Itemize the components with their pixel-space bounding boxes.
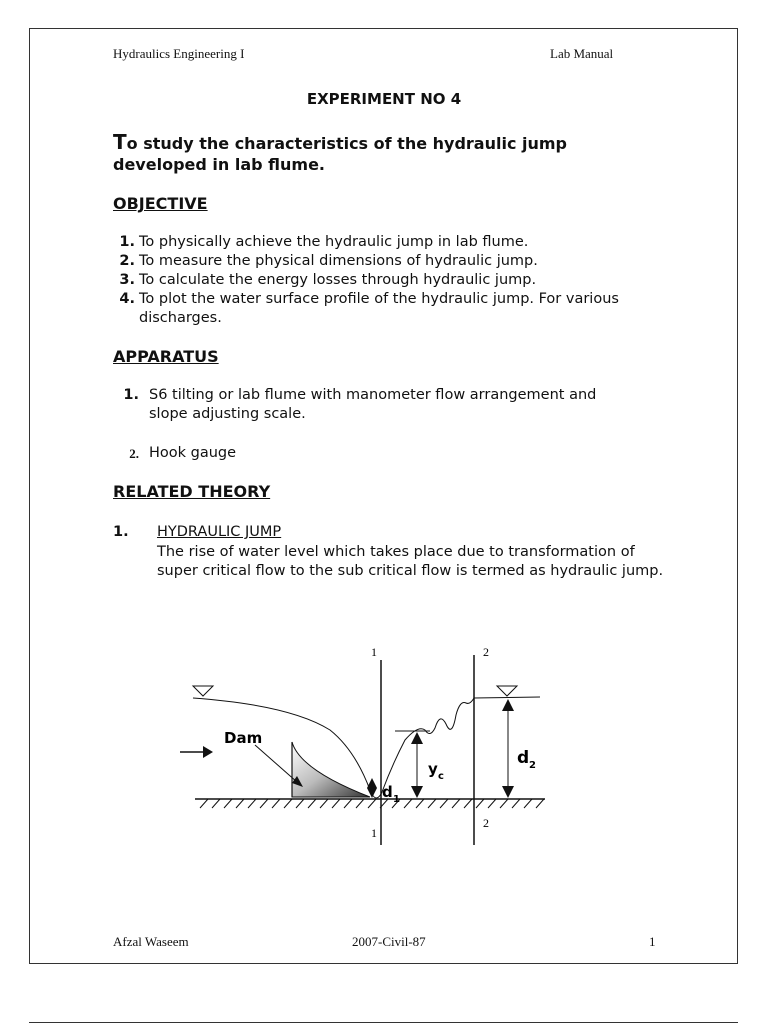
header-course: Hydraulics Engineering I [113,46,245,61]
list-item [113,271,633,290]
yc-label: y [428,760,438,778]
d1-label: d [382,783,393,801]
footer-author: Afzal Waseem [113,934,189,949]
section-1-bottom-label: 1 [371,826,377,840]
item-text: To calculate the energy losses through hydraulic jump. [139,272,537,288]
header-manual: Lab Manual [550,46,614,61]
dam-label: Dam [224,729,263,747]
item-text: To plot the water surface profile of the hydraulic jump. For various discharges. [139,291,619,326]
dam-pointer [255,745,297,782]
objective-list [113,233,633,328]
d2-arrow-bottom [502,786,514,798]
subject-text: o study the characteristics of the hydraulic jump developed in lab flume. [113,134,568,174]
item-number: 2. [129,446,139,461]
section-2-bottom-label: 2 [483,816,489,830]
footer-page-number: 1 [649,934,656,949]
theory-paragraph: The rise of water level which takes place due to transformation of super critical flow to the sub critical flow is termed as hydraulic jump. [157,544,664,579]
section-2-top-label: 2 [483,645,489,659]
theory-heading: RELATED THEORY [113,482,271,501]
experiment-subject [113,132,653,175]
jump-water-surface [370,697,540,798]
dam-body [292,742,370,797]
item-text: To physically achieve the hydraulic jump in lab flume. [139,234,529,250]
item-number: 3. [119,272,135,288]
list-item [113,386,643,424]
subject-first-letter: T [113,130,127,154]
next-page-edge [29,1022,738,1023]
water-level-marker-upstream [193,686,213,696]
item-number: 1. [119,234,135,250]
apparatus-heading: APPARATUS [113,347,219,366]
item-number: 1. [123,387,139,403]
list-item [113,444,236,463]
experiment-title: EXPERIMENT NO 4 [306,90,462,108]
yc-arrow-bottom [411,786,423,798]
d1-marker [367,778,377,798]
upstream-water-surface [193,698,370,790]
item-text: Hook gauge [149,445,237,461]
objective-heading: OBJECTIVE [113,194,208,213]
item-number: 1. [113,524,129,540]
water-level-marker-downstream [497,686,517,696]
d2-label: d [517,748,530,768]
item-text: To measure the physical dimensions of hydraulic jump. [139,253,538,269]
yc-subscript: c [438,771,444,782]
theory-subheading [113,524,281,540]
yc-arrow-top [411,732,423,744]
d2-arrow-top [502,699,514,711]
list-item [113,290,633,328]
bed-hatching [200,799,544,808]
list-item [113,252,633,271]
item-number: 2. [119,253,135,269]
footer-id: 2007-Civil-87 [352,934,426,949]
d2-subscript: 2 [529,760,536,771]
list-item [113,233,633,252]
item-text: S6 tilting or lab flume with manometer flow arrangement and slope adjusting scale. [149,387,597,422]
section-1-top-label: 1 [371,645,377,659]
d1-subscript: 1 [393,794,400,805]
hydraulic-jump-diagram [0,630,768,850]
item-number: 4. [119,291,135,307]
flow-arrowhead [203,746,213,758]
subheading-title: HYDRAULIC JUMP [157,524,282,540]
